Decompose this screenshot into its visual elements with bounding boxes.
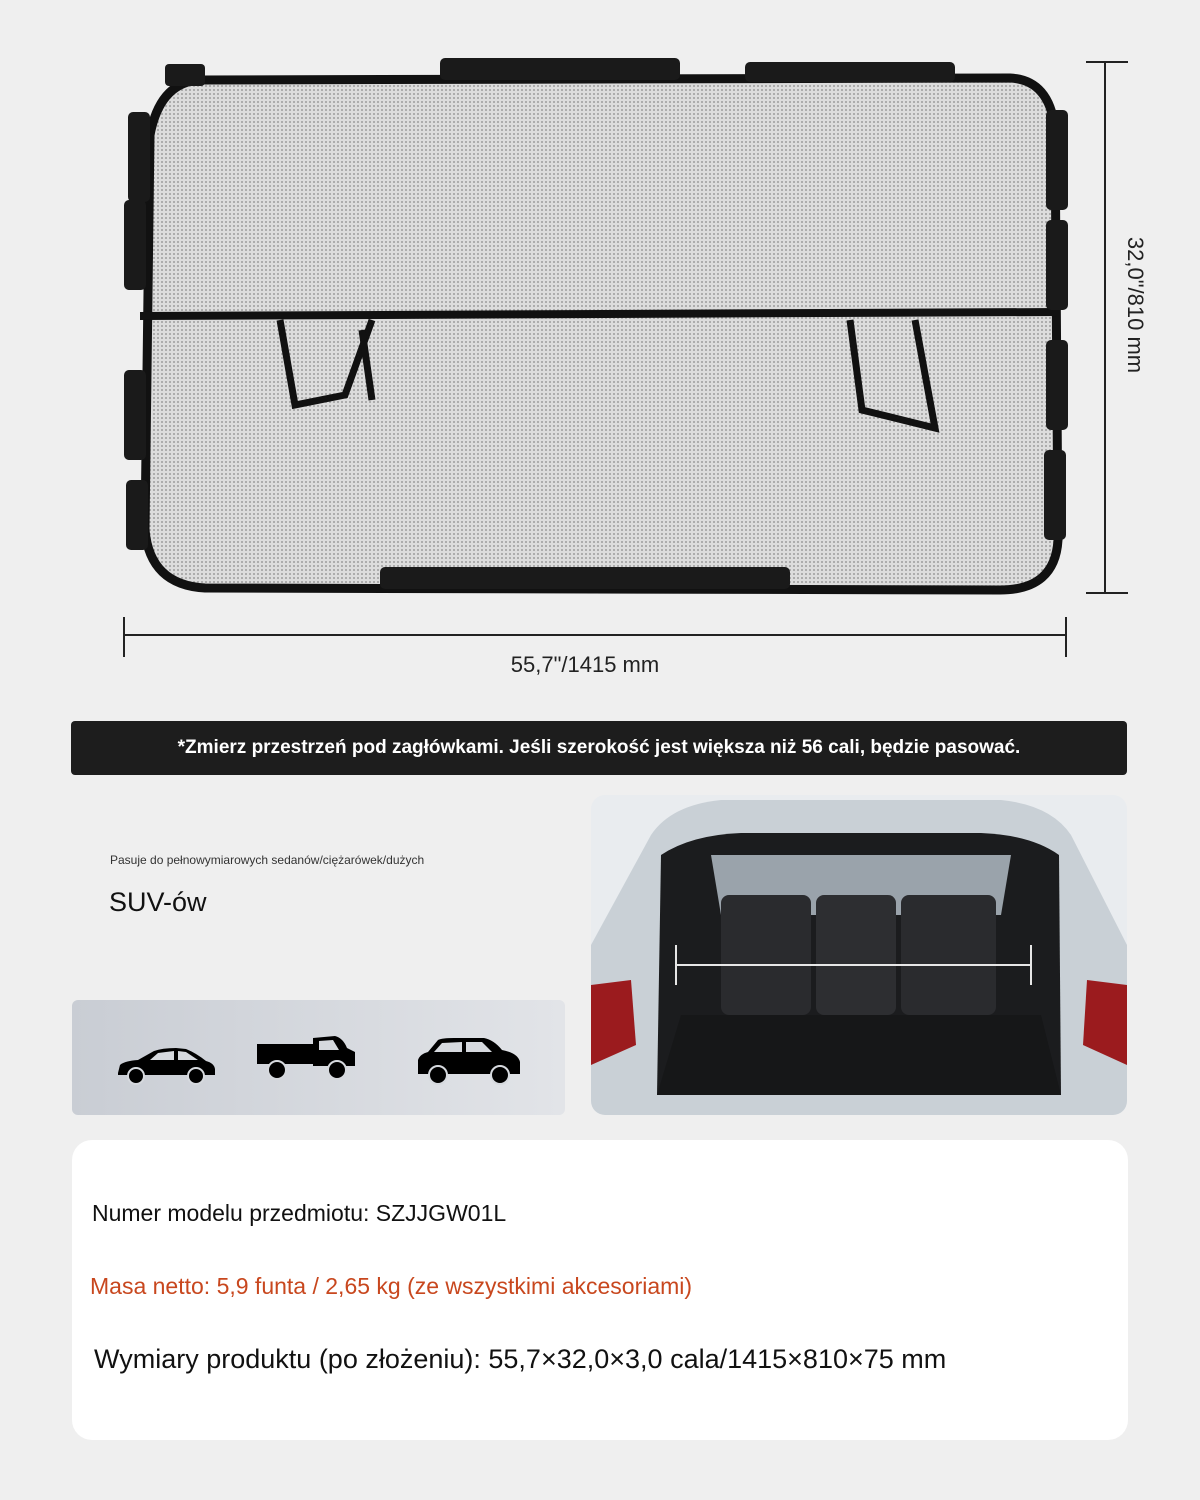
sedan-icon [114, 1045, 218, 1085]
car-trunk-photo [591, 795, 1127, 1115]
product-image-area [0, 0, 1200, 700]
truck-icon [255, 1032, 359, 1082]
car-trunk-illustration [591, 795, 1127, 1115]
suv-icon [414, 1036, 524, 1086]
width-dimension-label: 55,7"/1415 mm [510, 652, 660, 677]
fit-description-small: Pasuje do pełnowymiarowych sedanów/ciężarówek/dużych [110, 853, 425, 867]
net-middle-bar [140, 312, 1060, 316]
fit-description-big: SUV-ów [109, 887, 207, 917]
product-dimensions: Wymiary produktu (po złożeniu): 55,7×32,0×3,0 cala/1415×810×75 mm [94, 1344, 947, 1374]
notice-text: *Zmierz przestrzeń pod zagłówkami. Jeśli szerokość jest większa niż 56 cali, będzie pasować. [177, 737, 1021, 758]
cargo-net-illustration [0, 0, 1200, 700]
vehicle-types-panel [72, 1000, 565, 1115]
net-weight: Masa netto: 5,9 funta / 2,65 kg (ze wszystkimi akcesoriami) [90, 1273, 693, 1299]
height-dimension-label: 32,0"/810 mm [1123, 236, 1148, 374]
product-specs-card [72, 1140, 1128, 1440]
width-dimension-line [124, 617, 1066, 657]
model-number: Numer modelu przedmiotu: SZJJGW01L [92, 1200, 507, 1226]
measurement-notice [71, 721, 1127, 775]
